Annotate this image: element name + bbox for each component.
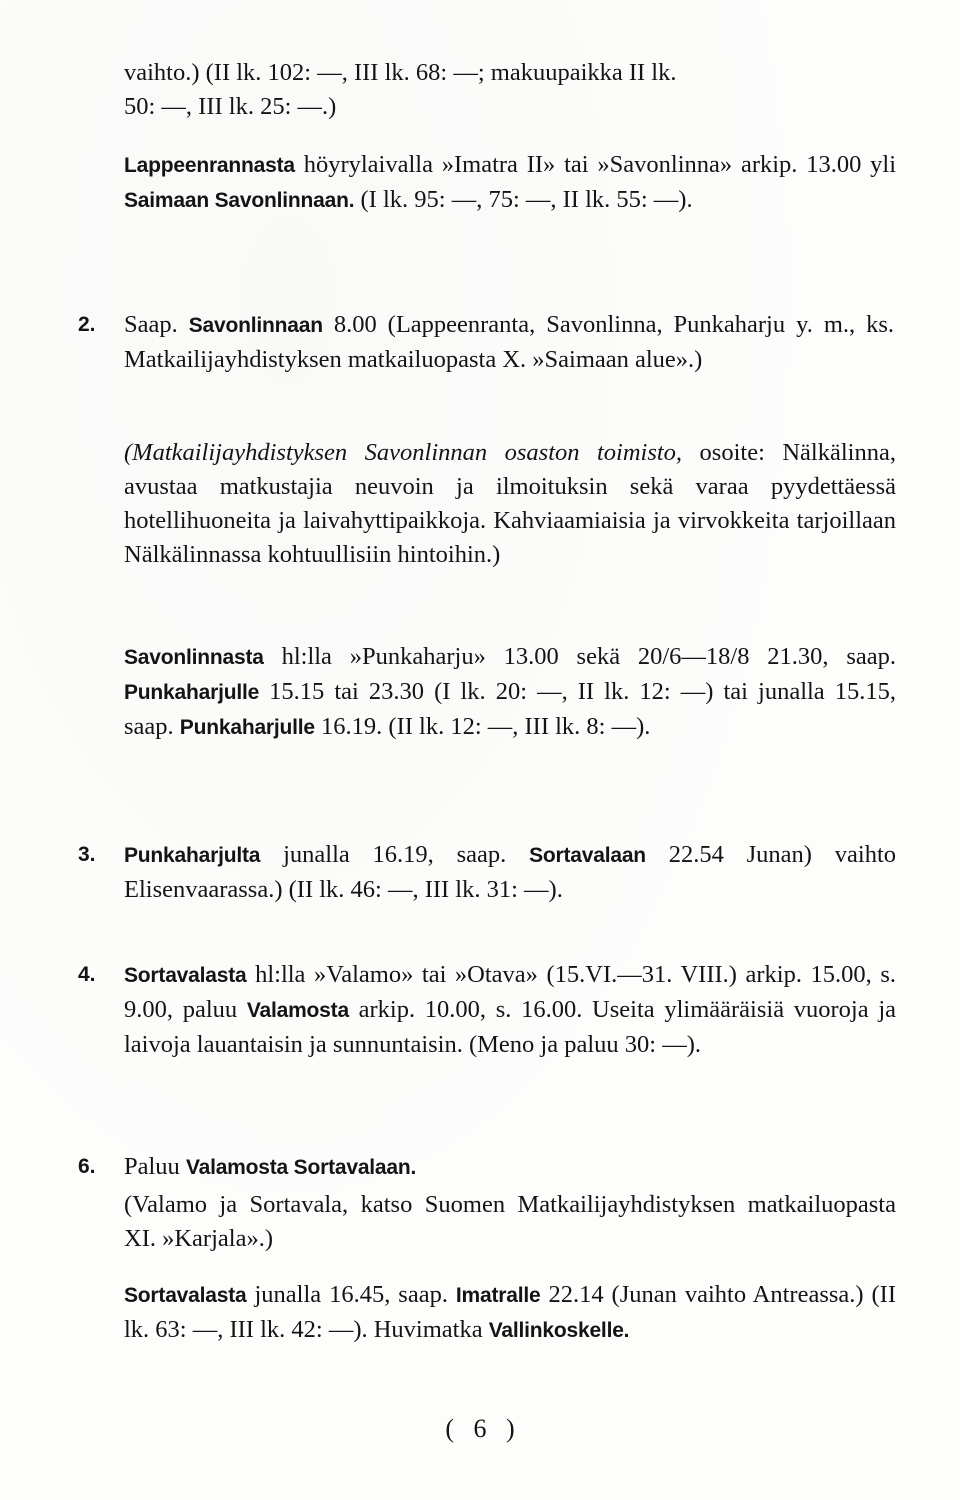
text-run: höyrylaivalla »Imatra II» tai »Savonlinna» arkip. 13.00 yli — [294, 151, 896, 178]
text-run: junalla 16.19, saap. — [260, 841, 530, 868]
continuation-paragraph — [124, 56, 896, 124]
lappeenranta-paragraph — [124, 148, 896, 218]
text-run: hl:lla »Valamo» tai »Otava» (15.VI.—31. VIII.) arkip. 15.00, s. 9.00, paluu — [124, 961, 896, 1023]
text-run: 22.14 (Junan vaihto Antreassa.) (II lk. 63: —, III lk. 42: —). Huvimatka — [124, 1281, 896, 1343]
tourist-office-paragraph — [124, 436, 896, 572]
section-number: 2. — [78, 313, 96, 336]
bold-place: Valamosta — [246, 999, 349, 1022]
text-run: osoite: Nälkälinna, avustaa matkustajia neuvoin ja ilmoituksin sekä varaa pyydettäessä hotellihuoneita ja laivahyttipaikkoja. Kahviaamiaisia ja virvokkeita tarjoillaan Nälkälinnassa kohtuullisiin hintoihin.) — [124, 439, 896, 568]
bold-place: Punkaharjulle — [179, 716, 315, 739]
savonlinna-departure-paragraph — [124, 640, 896, 745]
text-line: vaihto.) (II lk. 102: —, III lk. 68: —; makuupaikka II lk. — [124, 59, 677, 86]
valamo-reference-paragraph — [124, 1188, 896, 1256]
section-6-heading — [124, 1150, 896, 1185]
bold-place: Saimaan Savonlinnaan. — [124, 189, 355, 212]
text-run: (Valamo ja Sortavala, katso Suomen Matkailijayhdistyksen matkailuopasta XI. »Karjala».) — [124, 1191, 896, 1252]
text-run: Saap. — [124, 311, 189, 338]
text-run: 22.54 Junan) vaihto Elisenvaarassa.) (II lk. 46: —, III lk. 31: —). — [124, 841, 896, 903]
section-4-paragraph — [124, 958, 896, 1062]
bold-place: Sortavalasta — [124, 964, 247, 987]
text-run: 8.00 (Lappeenranta, Savonlinna, Punkaharju y. m., ks. Matkailijayhdistyksen matkailuopasta X. »Saimaan alue».) — [124, 311, 895, 373]
text-run: hl:lla »Punkaharju» 13.00 sekä 20/6—18/8 21.30, saap. — [263, 643, 896, 670]
section-3-paragraph — [124, 838, 896, 907]
text-run: Paluu — [124, 1153, 186, 1180]
text-run: junalla 16.45, saap. — [246, 1281, 456, 1308]
text-run: 15.15 tai 23.30 (I lk. 20: —, II lk. 12: —) tai junalla 15.15, saap. — [124, 678, 896, 740]
text-run: arkip. 10.00, s. 16.00. Useita ylimääräisiä vuoroja ja laivoja lauantaisin ja sunnuntaisin. (Meno ja paluu 30: —). — [124, 996, 896, 1058]
bold-place: Punkaharjulle — [124, 681, 260, 704]
bold-place: Savonlinnaan — [188, 314, 323, 337]
section-number: 3. — [78, 843, 96, 866]
bold-place: Lappeenrannasta — [124, 154, 295, 177]
bold-place: Savonlinnasta — [124, 646, 264, 669]
section-number: 6. — [78, 1155, 96, 1178]
sortavala-return-paragraph — [124, 1278, 896, 1348]
bold-place: Vallinkoskelle. — [488, 1319, 630, 1342]
text-run: 16.19. (II lk. 12: —, III lk. 8: —). — [314, 713, 651, 740]
page-number-value: 6 — [473, 1414, 487, 1443]
italic-run: (Matkailijayhdistyksen Savonlinnan osaston toimisto, — [124, 439, 683, 466]
page-number: ( 6 ) — [0, 1412, 960, 1446]
text-line: 50: —, III lk. 25: —.) — [124, 93, 337, 120]
bold-place: Valamosta Sortavalaan. — [185, 1156, 417, 1179]
section-number: 4. — [78, 963, 96, 986]
bold-place: Imatralle — [455, 1284, 541, 1307]
section-2-paragraph — [124, 308, 894, 377]
bold-place: Sortavalaan — [529, 844, 646, 867]
bold-place: Punkaharjulta — [124, 844, 261, 867]
bold-place: Sortavalasta — [124, 1284, 247, 1307]
text-run: (I lk. 95: —, 75: —, II lk. 55: —). — [354, 186, 693, 213]
